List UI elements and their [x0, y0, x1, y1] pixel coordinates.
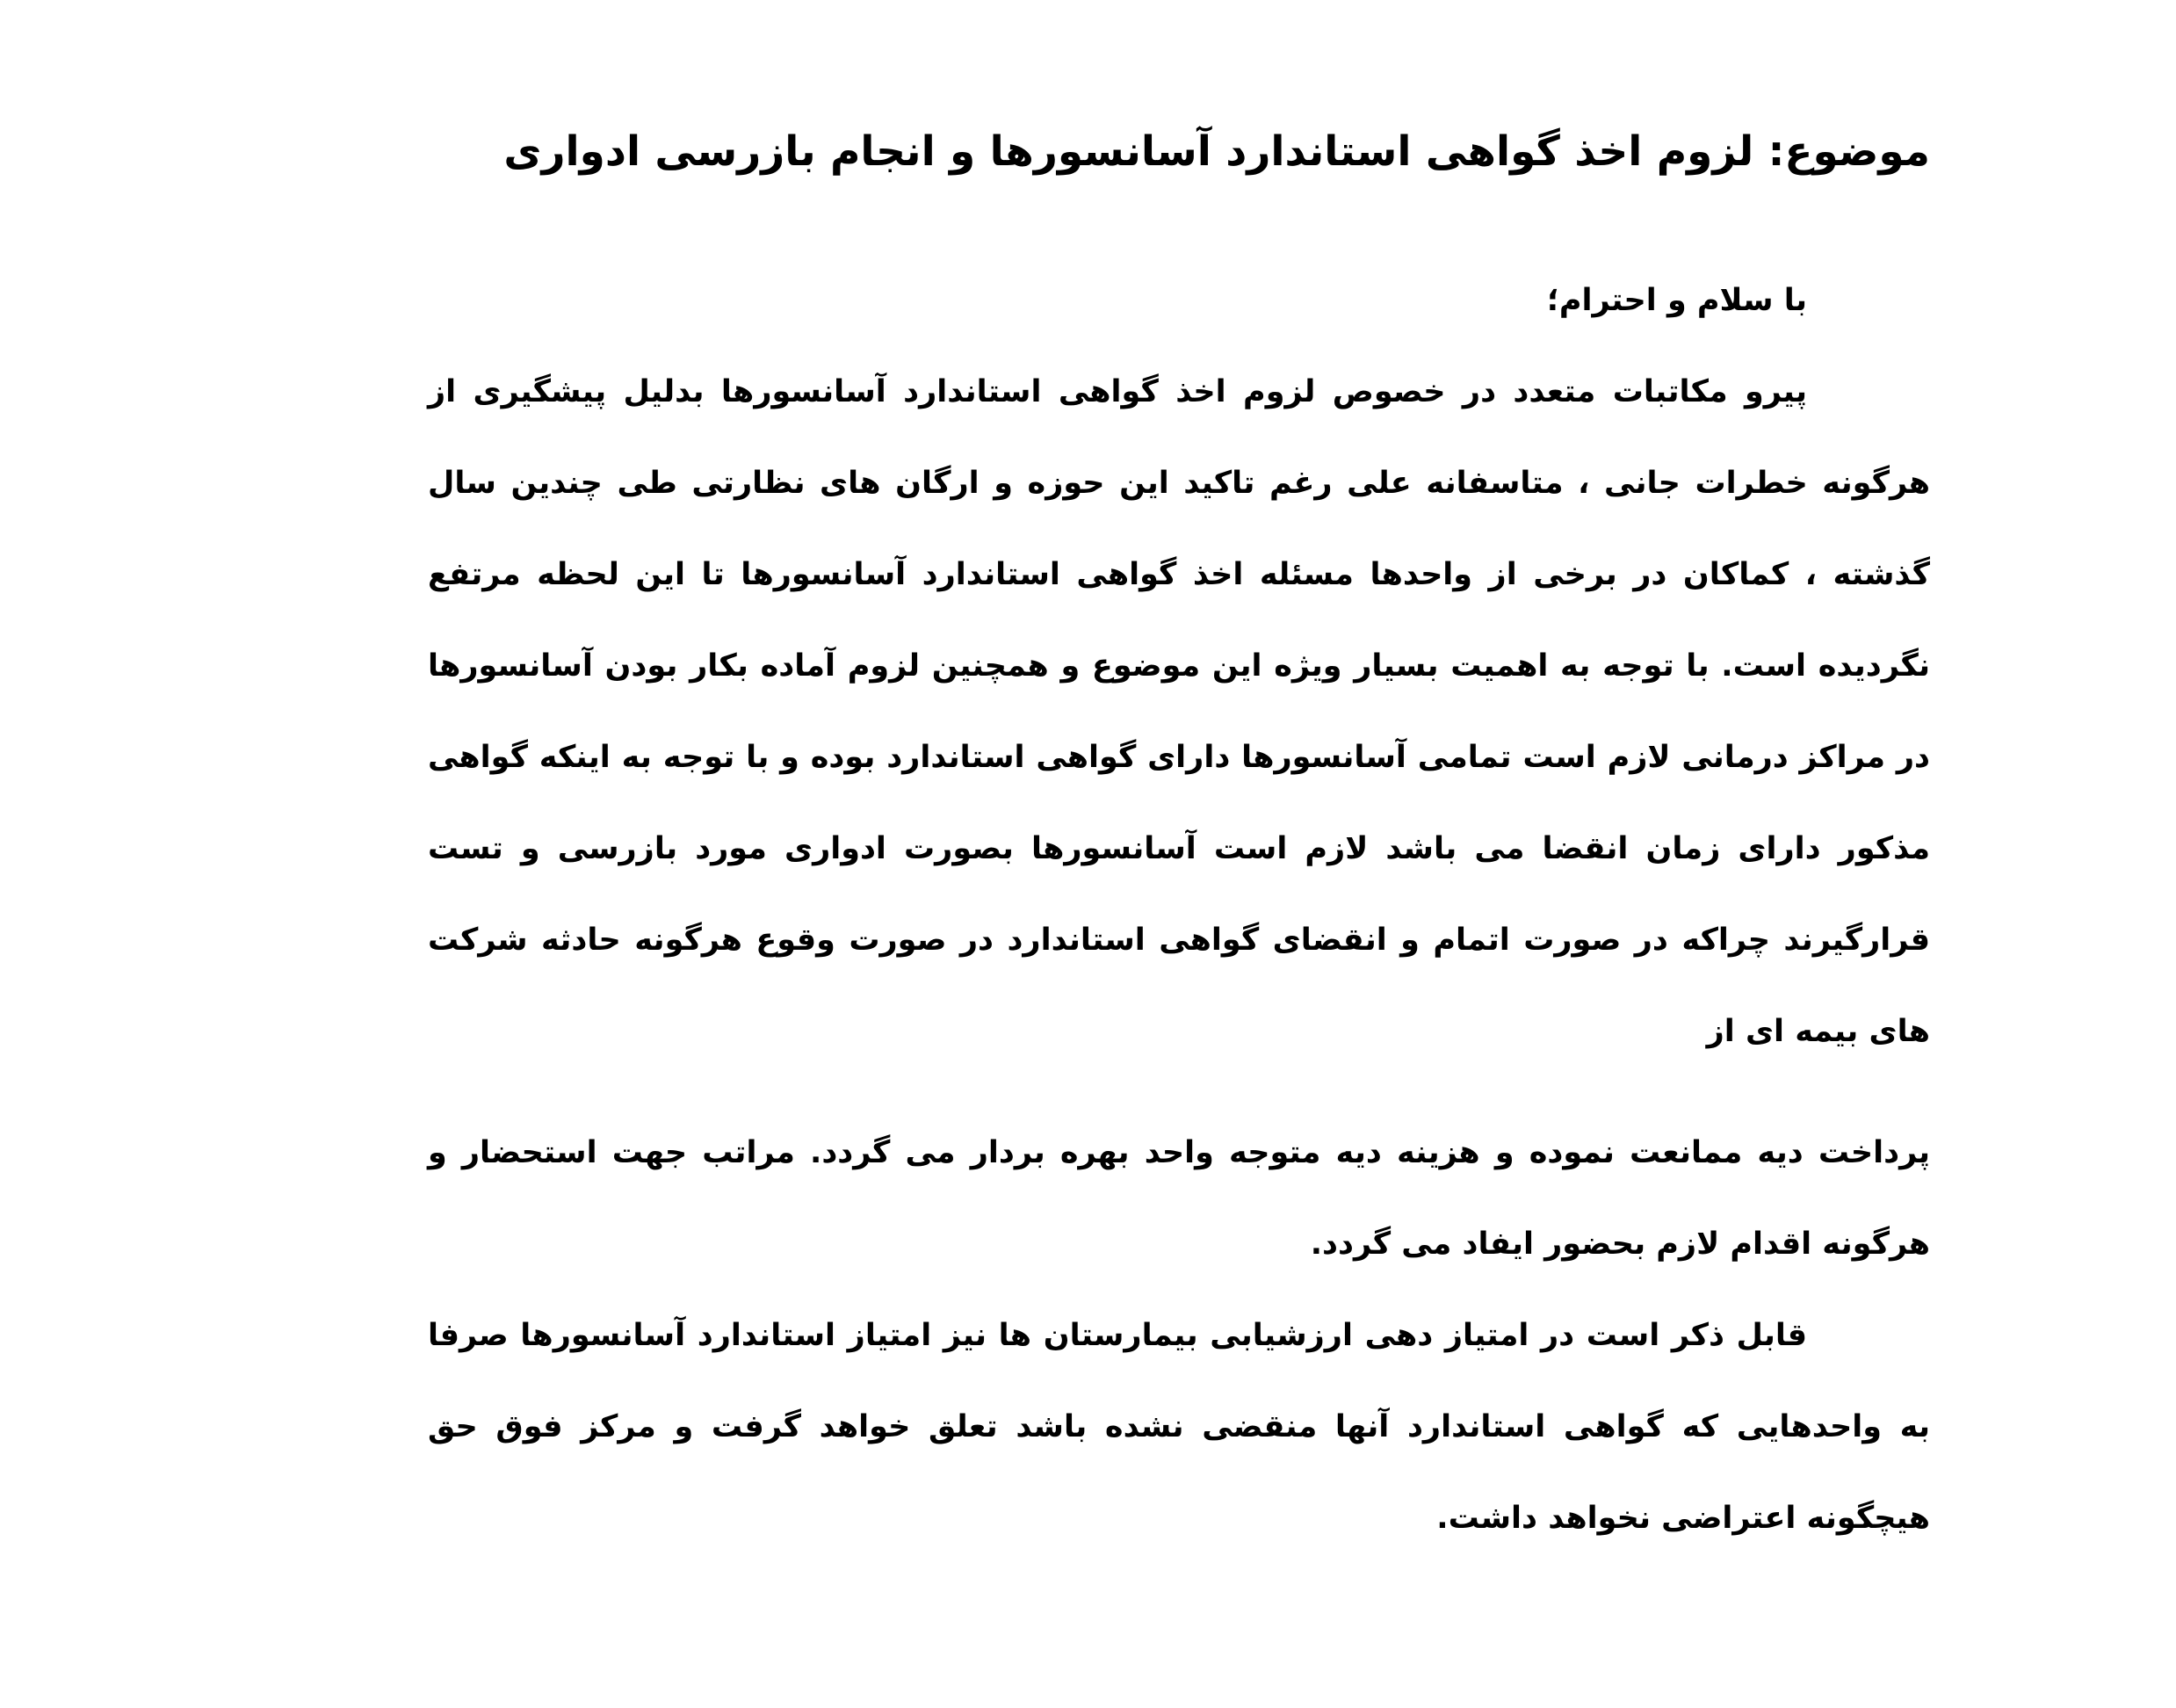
paragraph-2: پرداخت دیه ممانعت نموده و هزینه دیه متوجه واحد بهره بردار می گردد. مراتب جهت استحضار و هرگونه اقدام لازم بحضور ایفاد می گردد. [428, 1135, 1930, 1262]
subject-heading: موضوع: لزوم اخذ گواهی استاندارد آسانسورها و انجام بازرسی ادواری [503, 127, 1930, 176]
letter-body [428, 255, 1930, 1564]
paragraph-3: قابل ذکر است در امتیاز دهی ارزشیابی بیمارستان ها نیز امتیاز استاندارد آسانسورها صرفا به واحدهایی که گواهی استاندارد آنها منقضی نشده باشد تعلق خواهد گرفت و مرکز فوق حق هیچگونه اعتراضی نخواهد داشت. [428, 1318, 1930, 1536]
greeting: با سلام و احترام؛ [1546, 283, 1807, 318]
paragraph-1: پیرو مکاتبات متعدد در خصوص لزوم اخذ گواهی استاندارد آسانسورها بدلیل پیشگیری از هرگونه خطرات جانی ، متاسفانه علی رغم تاکید این حوزه و ارگان های نظارتی طی چندین سال گذشته ، کماکان در برخی از واحدها مسئله اخذ گواهی استاندارد آسانسورها تا این لحظه مرتفع نگردیده است. با توجه به اهمیت بسیار ویژه این موضوع و همچنین لزوم آماده بکار بودن آسانسورها در مراکز درمانی لازم است تمامی آسانسورها دارای گواهی استاندارد بوده و با توجه به اینکه گواهی مذکور دارای زمان انقضا می باشد لازم است آسانسورها بصورت ادواری مورد بازرسی و تست قرارگیرند چراکه در صورت اتمام و انقضای گواهی استاندارد در صورت وقوع هرگونه حادثه شرکت های بیمه ای از [428, 374, 1930, 1049]
